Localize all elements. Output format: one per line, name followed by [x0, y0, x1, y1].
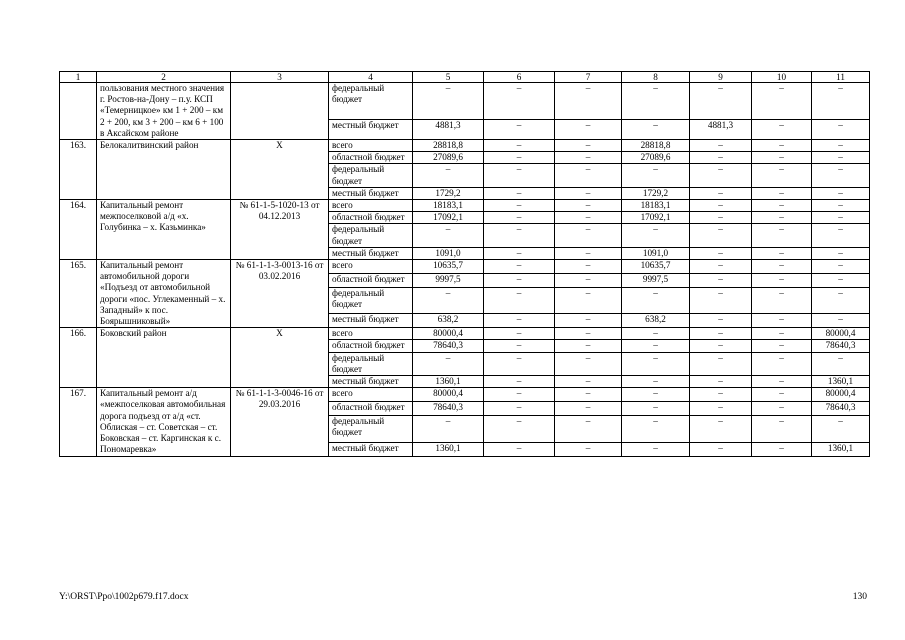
header-cell: 7	[555, 72, 622, 83]
object-name: пользования местного значения г. Ростов-на-Дону – п.у. КСП «Темерницкое» км 1 + 200 – км 2 + 200, км 3 + 200 – км 6 + 100 в Аксайском районе	[97, 83, 231, 140]
amount-cell: –	[413, 224, 484, 247]
amount-cell: –	[555, 328, 622, 340]
amount-cell: –	[752, 120, 812, 140]
table-row	[60, 388, 870, 402]
budget-source: всего	[329, 140, 413, 152]
amount-cell: –	[752, 416, 812, 443]
amount-cell: 17092,1	[622, 212, 690, 224]
object-name: Капитальный ремонт автомобильной дороги «Подъезд от автомобильной дороги «пос. Углекаменный – х. Западный» к пос. Боярышниковый»	[97, 260, 231, 328]
amount-cell: –	[484, 200, 555, 212]
amount-cell: –	[484, 224, 555, 247]
amount-cell: –	[484, 416, 555, 443]
amount-cell: –	[752, 260, 812, 274]
amount-cell: –	[413, 164, 484, 187]
amount-cell: –	[484, 120, 555, 140]
amount-cell: –	[690, 83, 752, 120]
amount-cell: –	[690, 388, 752, 402]
amount-cell: –	[690, 247, 752, 259]
amount-cell: –	[555, 152, 622, 164]
amount-cell: –	[484, 352, 555, 375]
document-ref: Х	[231, 328, 329, 388]
amount-cell: –	[484, 247, 555, 259]
amount-cell: –	[555, 187, 622, 199]
document-ref: Х	[231, 140, 329, 200]
amount-cell: –	[752, 340, 812, 352]
amount-cell: 28818,8	[622, 140, 690, 152]
amount-cell: –	[622, 287, 690, 314]
table-row	[60, 260, 870, 274]
budget-source: всего	[329, 388, 413, 402]
amount-cell: –	[690, 273, 752, 287]
amount-cell: –	[555, 340, 622, 352]
amount-cell: –	[484, 287, 555, 314]
amount-cell: –	[812, 200, 870, 212]
amount-cell: 18183,1	[622, 200, 690, 212]
amount-cell: 9997,5	[622, 273, 690, 287]
budget-table	[59, 71, 870, 457]
amount-cell: –	[812, 152, 870, 164]
amount-cell: 10635,7	[622, 260, 690, 274]
header-cell: 4	[329, 72, 413, 83]
amount-cell: 18183,1	[413, 200, 484, 212]
table-row	[60, 328, 870, 340]
amount-cell: –	[812, 120, 870, 140]
amount-cell: –	[690, 152, 752, 164]
header-cell: 11	[812, 72, 870, 83]
amount-cell: –	[484, 212, 555, 224]
budget-source: областной бюджет	[329, 340, 413, 352]
amount-cell: 27089,6	[622, 152, 690, 164]
amount-cell: 638,2	[622, 314, 690, 328]
amount-cell: –	[690, 287, 752, 314]
amount-cell: 1360,1	[812, 376, 870, 388]
amount-cell: –	[690, 376, 752, 388]
amount-cell: 4881,3	[413, 120, 484, 140]
header-cell: 9	[690, 72, 752, 83]
amount-cell: –	[690, 140, 752, 152]
row-number	[60, 83, 97, 140]
amount-cell: –	[690, 212, 752, 224]
amount-cell: –	[812, 352, 870, 375]
header-cell: 8	[622, 72, 690, 83]
amount-cell: 78640,3	[812, 340, 870, 352]
amount-cell: –	[484, 442, 555, 456]
amount-cell: –	[622, 224, 690, 247]
amount-cell: 17092,1	[413, 212, 484, 224]
amount-cell: –	[690, 442, 752, 456]
header-cell: 2	[97, 72, 231, 83]
amount-cell: 80000,4	[413, 388, 484, 402]
amount-cell: 10635,7	[413, 260, 484, 274]
amount-cell: –	[555, 260, 622, 274]
amount-cell: –	[484, 164, 555, 187]
amount-cell: –	[555, 247, 622, 259]
amount-cell: –	[555, 314, 622, 328]
amount-cell: –	[622, 328, 690, 340]
amount-cell: –	[622, 376, 690, 388]
amount-cell: –	[812, 287, 870, 314]
amount-cell: –	[622, 388, 690, 402]
amount-cell: 638,2	[413, 314, 484, 328]
amount-cell: 1360,1	[413, 442, 484, 456]
document-ref	[231, 83, 329, 140]
amount-cell: –	[555, 140, 622, 152]
table-row	[60, 140, 870, 152]
amount-cell: –	[752, 200, 812, 212]
budget-source: всего	[329, 260, 413, 274]
budget-source: местный бюджет	[329, 120, 413, 140]
document-ref: № 61-1-5-1020-13 от 04.12.2013	[231, 200, 329, 260]
amount-cell: 78640,3	[413, 340, 484, 352]
amount-cell: –	[752, 376, 812, 388]
amount-cell: –	[555, 287, 622, 314]
header-row	[60, 72, 870, 83]
amount-cell: –	[690, 328, 752, 340]
amount-cell: –	[752, 224, 812, 247]
amount-cell: –	[752, 140, 812, 152]
amount-cell: –	[752, 388, 812, 402]
amount-cell: –	[690, 340, 752, 352]
amount-cell: –	[812, 212, 870, 224]
amount-cell: –	[622, 83, 690, 120]
budget-source: всего	[329, 200, 413, 212]
budget-source: федеральный бюджет	[329, 416, 413, 443]
amount-cell: –	[484, 273, 555, 287]
amount-cell: –	[484, 140, 555, 152]
object-name: Капитальный ремонт межпоселковой а/д «х. Голубинка – х. Казьминка»	[97, 200, 231, 260]
budget-source: областной бюджет	[329, 273, 413, 287]
file-path: Y:\ORST\Ppo\1002p679.f17.docx	[59, 592, 189, 602]
amount-cell: 1091,0	[622, 247, 690, 259]
object-name: Белокалитвинский район	[97, 140, 231, 200]
amount-cell: –	[690, 187, 752, 199]
amount-cell: –	[622, 352, 690, 375]
amount-cell: 80000,4	[812, 328, 870, 340]
amount-cell: –	[555, 352, 622, 375]
amount-cell: 80000,4	[413, 328, 484, 340]
budget-source: областной бюджет	[329, 402, 413, 416]
budget-source: всего	[329, 328, 413, 340]
amount-cell: –	[752, 83, 812, 120]
row-number: 167.	[60, 388, 97, 456]
amount-cell: –	[555, 442, 622, 456]
budget-source: местный бюджет	[329, 314, 413, 328]
amount-cell: –	[484, 260, 555, 274]
amount-cell: –	[484, 340, 555, 352]
amount-cell: –	[555, 224, 622, 247]
budget-source: федеральный бюджет	[329, 224, 413, 247]
amount-cell: –	[690, 164, 752, 187]
amount-cell: –	[622, 164, 690, 187]
amount-cell: –	[484, 402, 555, 416]
header-cell: 10	[752, 72, 812, 83]
budget-source: федеральный бюджет	[329, 287, 413, 314]
amount-cell: –	[690, 402, 752, 416]
header-cell: 5	[413, 72, 484, 83]
budget-source: областной бюджет	[329, 152, 413, 164]
amount-cell: 9997,5	[413, 273, 484, 287]
amount-cell: –	[413, 352, 484, 375]
amount-cell: –	[555, 376, 622, 388]
amount-cell: 80000,4	[812, 388, 870, 402]
amount-cell: –	[812, 164, 870, 187]
amount-cell: –	[413, 83, 484, 120]
amount-cell: 1091,0	[413, 247, 484, 259]
row-number: 163.	[60, 140, 97, 200]
amount-cell: –	[622, 340, 690, 352]
amount-cell: –	[484, 328, 555, 340]
amount-cell: –	[622, 402, 690, 416]
amount-cell: –	[752, 273, 812, 287]
amount-cell: –	[622, 120, 690, 140]
amount-cell: 78640,3	[413, 402, 484, 416]
amount-cell: –	[752, 442, 812, 456]
amount-cell: –	[690, 224, 752, 247]
object-name: Капитальный ремонт а/д «межпоселковая автомобильная дорога подъезд от а/д «ст. Облиская – ст. Советская – ст. Боковская – ст. Каргинская к с. Пономаревка»	[97, 388, 231, 456]
amount-cell: –	[484, 83, 555, 120]
amount-cell: –	[555, 388, 622, 402]
amount-cell: –	[752, 314, 812, 328]
amount-cell: –	[812, 187, 870, 199]
amount-cell: 1360,1	[413, 376, 484, 388]
header-cell: 3	[231, 72, 329, 83]
amount-cell: –	[752, 352, 812, 375]
budget-source: областной бюджет	[329, 212, 413, 224]
amount-cell: 1729,2	[413, 187, 484, 199]
budget-source: федеральный бюджет	[329, 164, 413, 187]
amount-cell: –	[484, 388, 555, 402]
amount-cell: –	[622, 442, 690, 456]
amount-cell: –	[752, 328, 812, 340]
row-number: 165.	[60, 260, 97, 328]
table-row	[60, 200, 870, 212]
table-row	[60, 83, 870, 120]
amount-cell: –	[555, 200, 622, 212]
amount-cell: –	[752, 212, 812, 224]
amount-cell: –	[812, 260, 870, 274]
amount-cell: 1360,1	[812, 442, 870, 456]
amount-cell: –	[555, 212, 622, 224]
amount-cell: 28818,8	[413, 140, 484, 152]
amount-cell: –	[413, 416, 484, 443]
amount-cell: –	[812, 416, 870, 443]
budget-source: федеральный бюджет	[329, 352, 413, 375]
budget-source: местный бюджет	[329, 442, 413, 456]
amount-cell: –	[812, 83, 870, 120]
document-ref: № 61-1-1-3-0046-16 от 29.03.2016	[231, 388, 329, 456]
amount-cell: –	[752, 402, 812, 416]
amount-cell: –	[484, 152, 555, 164]
amount-cell: –	[812, 247, 870, 259]
amount-cell: –	[690, 314, 752, 328]
page-number: 130	[852, 592, 867, 602]
budget-source: местный бюджет	[329, 247, 413, 259]
amount-cell: –	[555, 83, 622, 120]
amount-cell: 78640,3	[812, 402, 870, 416]
amount-cell: –	[690, 416, 752, 443]
amount-cell: –	[413, 287, 484, 314]
amount-cell: –	[752, 187, 812, 199]
header-cell: 1	[60, 72, 97, 83]
budget-source: федеральный бюджет	[329, 83, 413, 120]
row-number: 164.	[60, 200, 97, 260]
amount-cell: –	[555, 120, 622, 140]
amount-cell: –	[690, 352, 752, 375]
amount-cell: –	[555, 164, 622, 187]
budget-source: местный бюджет	[329, 376, 413, 388]
amount-cell: –	[752, 164, 812, 187]
amount-cell: 1729,2	[622, 187, 690, 199]
amount-cell: –	[555, 402, 622, 416]
row-number: 166.	[60, 328, 97, 388]
amount-cell: –	[812, 224, 870, 247]
object-name: Боковский район	[97, 328, 231, 388]
amount-cell: –	[752, 247, 812, 259]
amount-cell: –	[555, 273, 622, 287]
amount-cell: –	[555, 416, 622, 443]
amount-cell: –	[812, 140, 870, 152]
amount-cell: –	[812, 314, 870, 328]
amount-cell: –	[484, 314, 555, 328]
budget-source: местный бюджет	[329, 187, 413, 199]
amount-cell: –	[690, 200, 752, 212]
amount-cell: 27089,6	[413, 152, 484, 164]
amount-cell: –	[690, 260, 752, 274]
document-ref: № 61-1-1-3-0013-16 от 03.02.2016	[231, 260, 329, 328]
amount-cell: 4881,3	[690, 120, 752, 140]
amount-cell: –	[752, 152, 812, 164]
amount-cell: –	[622, 416, 690, 443]
header-cell: 6	[484, 72, 555, 83]
amount-cell: –	[484, 187, 555, 199]
amount-cell: –	[812, 273, 870, 287]
amount-cell: –	[752, 287, 812, 314]
amount-cell: –	[484, 376, 555, 388]
